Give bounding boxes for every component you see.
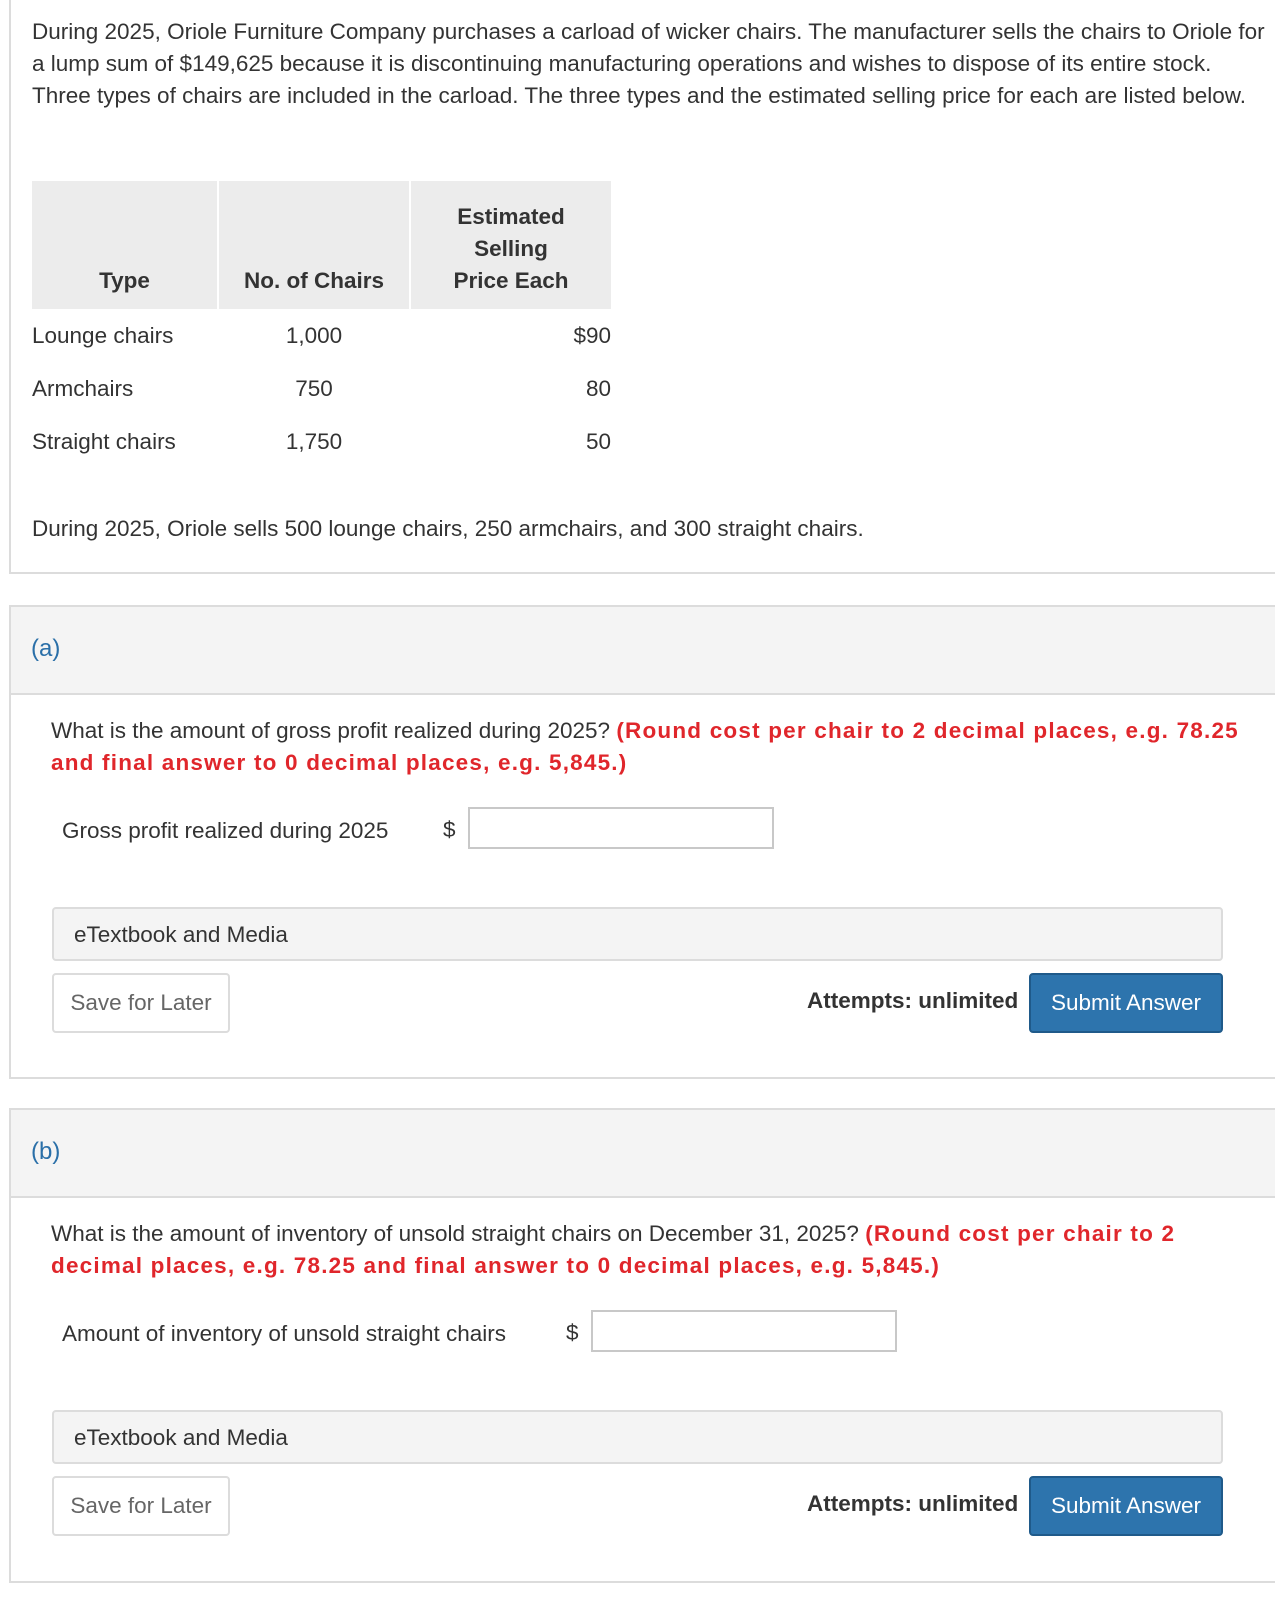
part-b-question-text: What is the amount of inventory of unsold straight chairs on December 31, 2025? bbox=[51, 1221, 859, 1246]
save-for-later-button[interactable]: Save for Later bbox=[52, 1476, 230, 1536]
row-count: 1,000 bbox=[285, 322, 343, 348]
part-b-header bbox=[11, 1110, 1275, 1198]
header-type: Type bbox=[32, 181, 218, 309]
part-b-card bbox=[9, 1108, 1275, 1583]
row-price: 80 bbox=[585, 375, 611, 401]
attempts-label: Attempts: unlimited bbox=[807, 1491, 1019, 1516]
row-type: Straight chairs bbox=[32, 428, 176, 454]
row-type: Armchairs bbox=[32, 375, 134, 401]
part-a-answer-label: Gross profit realized during 2025 bbox=[62, 818, 389, 843]
part-a-currency: $ bbox=[443, 817, 456, 842]
row-type: Lounge chairs bbox=[32, 322, 174, 348]
chair-table bbox=[32, 181, 611, 468]
table-row bbox=[32, 415, 611, 468]
part-b-hint: (Round cost per chair to 2 decimal places, e.g. 78.25 and final answer to 0 decimal places, e.g. 5,845.) bbox=[51, 1221, 1176, 1278]
header-count: No. of Chairs bbox=[218, 181, 410, 309]
part-a-question-text: What is the amount of gross profit realized during 2025? bbox=[51, 718, 611, 743]
header-price-line3: Price Each bbox=[453, 268, 569, 293]
submit-answer-button[interactable]: Submit Answer bbox=[1029, 973, 1223, 1033]
part-a-header bbox=[11, 607, 1275, 695]
header-price bbox=[410, 181, 611, 309]
part-b-etextbook-bar[interactable] bbox=[52, 1410, 1223, 1464]
row-count: 1,750 bbox=[285, 428, 343, 454]
part-b-question bbox=[51, 1218, 1261, 1282]
etextbook-label: eTextbook and Media bbox=[74, 1425, 288, 1450]
sales-statement: During 2025, Oriole sells 500 lounge chairs, 250 armchairs, and 300 straight chairs. bbox=[32, 516, 864, 541]
header-price-line1: Estimated bbox=[457, 204, 565, 229]
part-a-etextbook-bar[interactable] bbox=[52, 907, 1223, 961]
etextbook-label: eTextbook and Media bbox=[74, 922, 288, 947]
row-count: 750 bbox=[295, 375, 333, 401]
header-price-line2: Selling bbox=[474, 236, 548, 261]
row-price: $90 bbox=[573, 322, 611, 348]
table-header-row bbox=[32, 181, 611, 309]
part-b-currency: $ bbox=[566, 1320, 579, 1345]
attempts-label: Attempts: unlimited bbox=[807, 988, 1019, 1013]
part-a-question bbox=[51, 715, 1261, 779]
row-price: 50 bbox=[585, 428, 611, 454]
part-b-label: (b) bbox=[31, 1138, 61, 1165]
part-a-label: (a) bbox=[31, 635, 61, 662]
unsold-inventory-input[interactable] bbox=[591, 1310, 897, 1352]
problem-intro: During 2025, Oriole Furniture Company purchases a carload of wicker chairs. The manufacturer sells the chairs to Oriole for a lump sum of $149,625 because it is discontinuing manufacturing operations and wishes to dispose of its entire stock. Three types of chairs are included in the carload. The three types and the estimated selling price for each are listed below. bbox=[32, 19, 1265, 108]
part-b-answer-label: Amount of inventory of unsold straight chairs bbox=[62, 1321, 506, 1346]
table-row bbox=[32, 362, 611, 415]
problem-statement-card bbox=[9, 0, 1275, 574]
part-a-hint: (Round cost per chair to 2 decimal places, e.g. 78.25 and final answer to 0 decimal places, e.g. 5,845.) bbox=[51, 718, 1239, 775]
table-row bbox=[32, 309, 611, 362]
gross-profit-input[interactable] bbox=[468, 807, 774, 849]
submit-answer-button[interactable]: Submit Answer bbox=[1029, 1476, 1223, 1536]
part-a-card bbox=[9, 605, 1275, 1079]
save-for-later-button[interactable]: Save for Later bbox=[52, 973, 230, 1033]
